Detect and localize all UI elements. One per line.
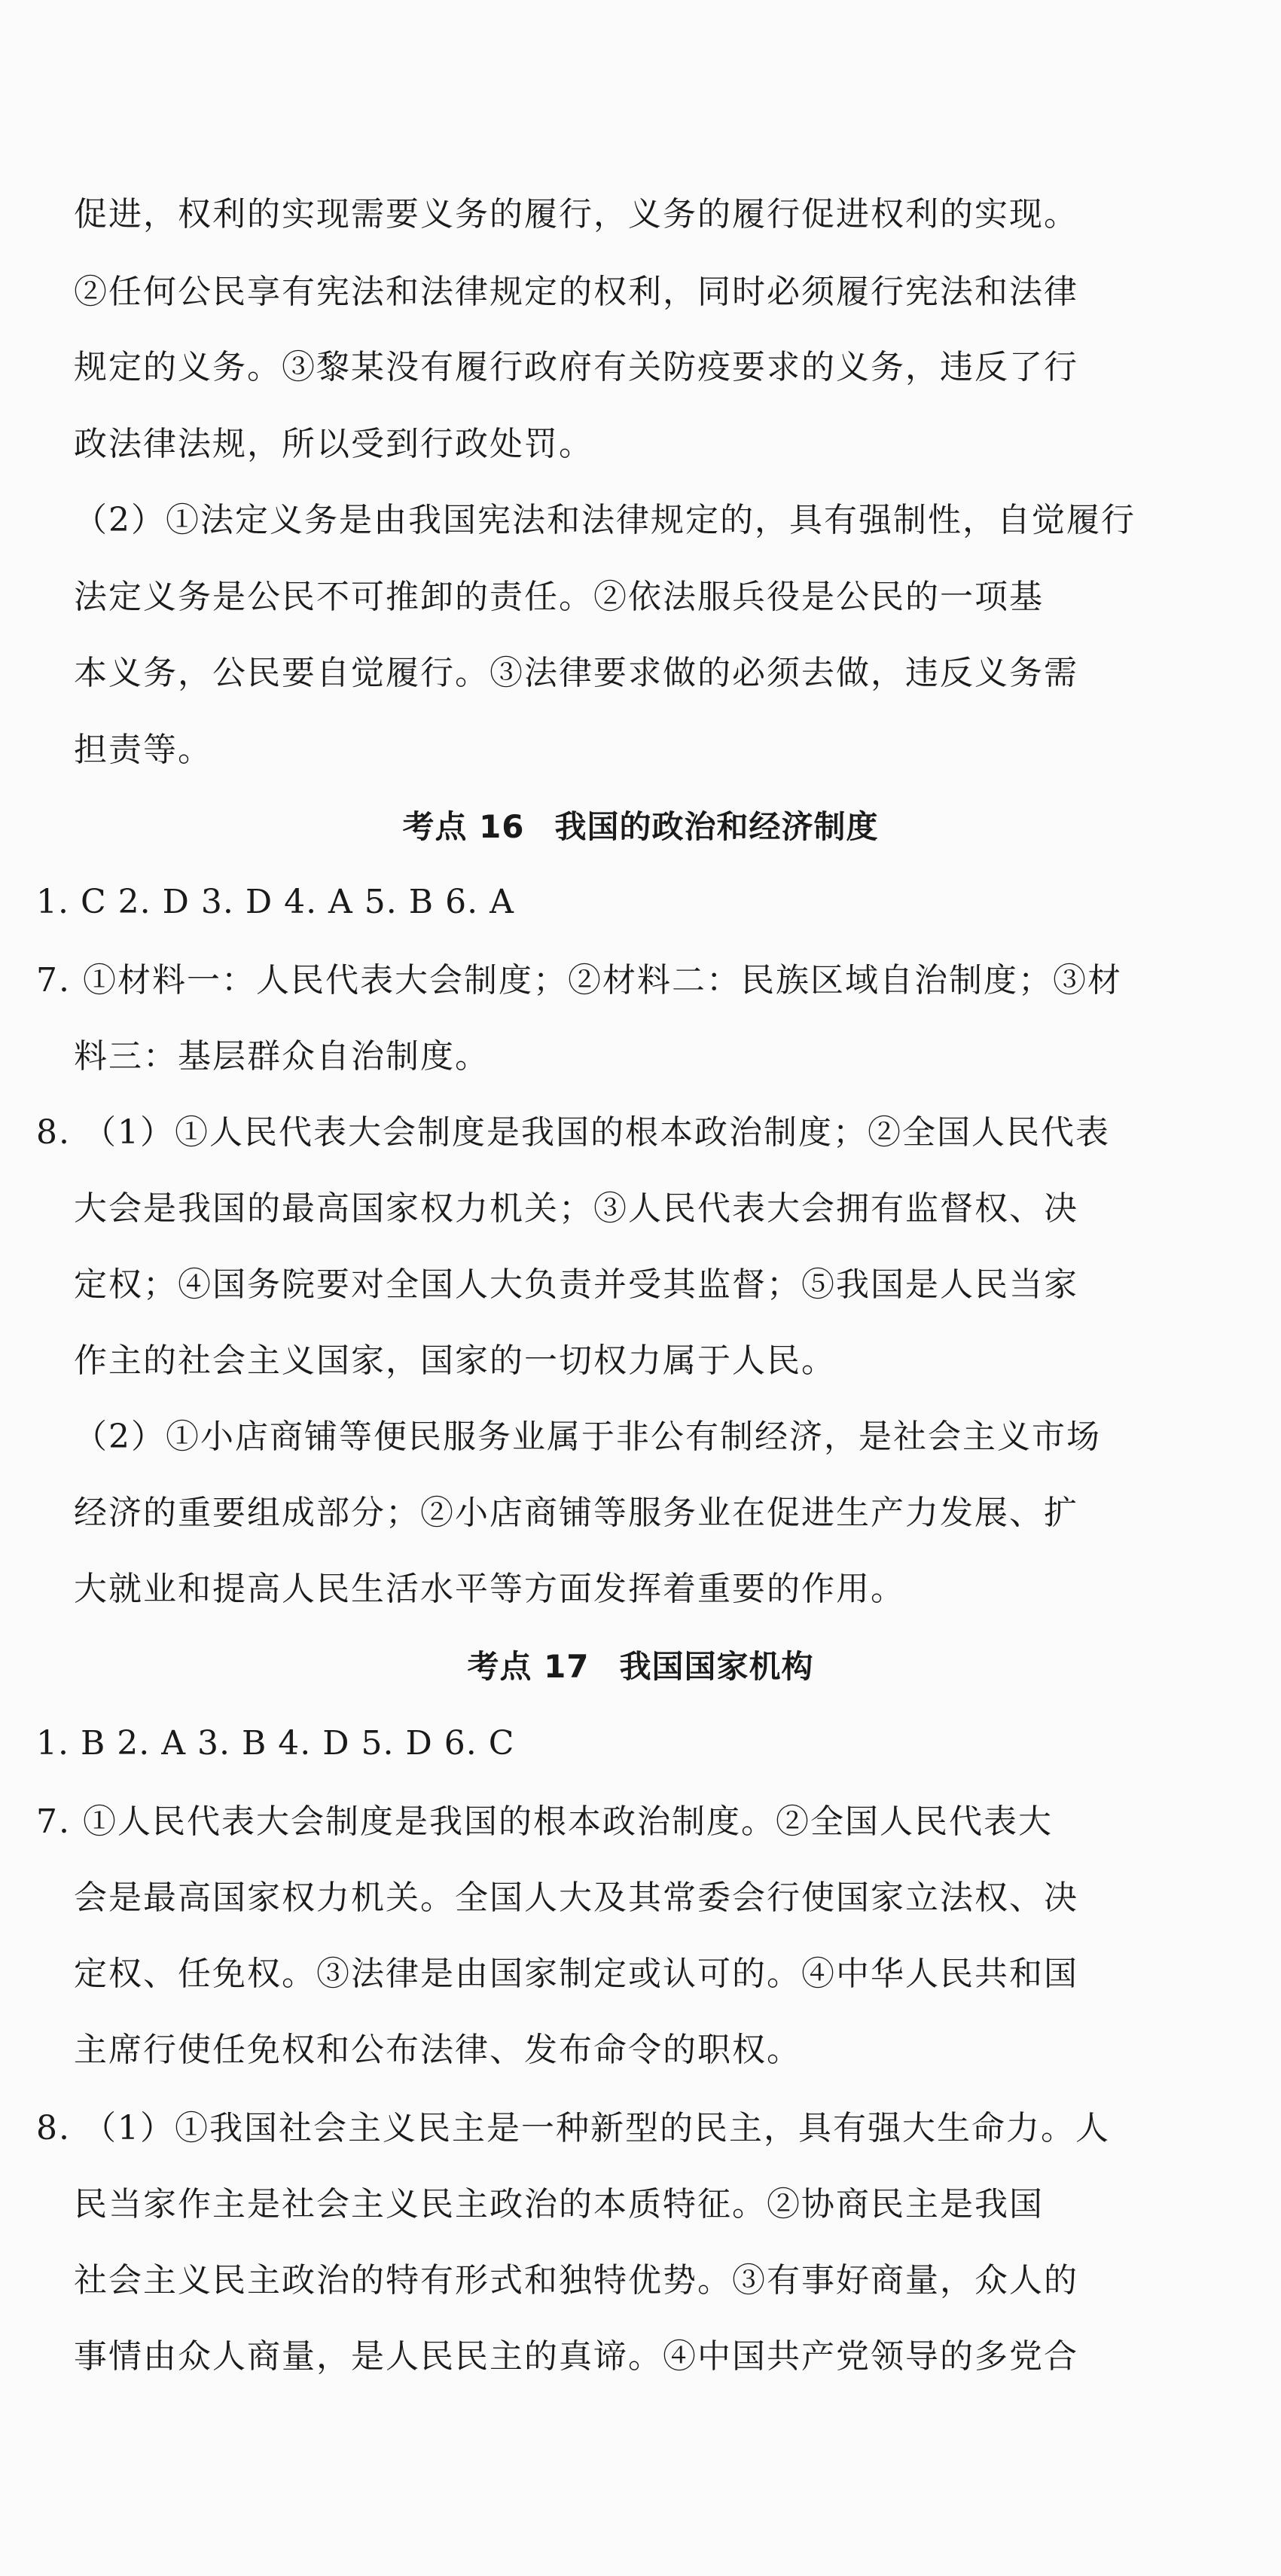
text-line: ②任何公民享有宪法和法律规定的权利，同时必须履行宪法和法律: [74, 273, 1078, 311]
text-line: 作主的社会主义国家，国家的一切权力属于人民。: [74, 1341, 836, 1380]
text-line: 8. （1）①我国社会主义民主是一种新型的民主，具有强大生命力。人: [36, 2109, 1110, 2147]
text-line: 大会是我国的最高国家权力机关；③人民代表大会拥有监督权、决: [74, 1189, 1078, 1228]
multiple-choice-answers: 1. B 2. A 3. B 4. D 5. D 6. C: [36, 1724, 515, 1763]
text-line: 主席行使任免权和公布法律、发布命令的职权。: [74, 2031, 801, 2069]
text-line: 法定义务是公民不可推卸的责任。②依法服兵役是公民的一项基: [74, 578, 1044, 616]
text-line: 社会主义民主政治的特有形式和独特优势。③有事好商量，众人的: [74, 2261, 1078, 2300]
text-line: 料三：基层群众自治制度。: [74, 1037, 490, 1076]
text-line: 本义务，公民要自觉履行。③法律要求做的必须去做，违反义务需: [74, 654, 1078, 692]
text-line: 7. ①材料一：人民代表大会制度；②材料二：民族区域自治制度；③材: [36, 961, 1122, 1000]
text-line: 事情由众人商量，是人民民主的真谛。④中国共产党领导的多党合: [74, 2337, 1078, 2376]
text-line: 定权；④国务院要对全国人大负责并受其监督；⑤我国是人民当家: [74, 1265, 1078, 1304]
text-line: （2）①小店商铺等便民服务业属于非公有制经济，是社会主义市场: [74, 1418, 1101, 1456]
text-line: 大就业和提高人民生活水平等方面发挥着重要的作用。: [74, 1570, 905, 1608]
section-label: 考点 17: [467, 1648, 590, 1685]
text-line: 定权、任免权。③法律是由国家制定或认可的。④中华人民共和国: [74, 1955, 1078, 1993]
text-line: 会是最高国家权力机关。全国人大及其常委会行使国家立法权、决: [74, 1879, 1078, 1917]
section-heading-16: [0, 804, 1281, 850]
section-heading-17: [0, 1644, 1281, 1689]
multiple-choice-answers: 1. C 2. D 3. D 4. A 5. B 6. A: [36, 883, 514, 921]
section-title: 我国的政治和经济制度: [554, 808, 879, 845]
text-line: 7. ①人民代表大会制度是我国的根本政治制度。②全国人民代表大: [36, 1802, 1053, 1841]
text-line: 担责等。: [74, 731, 212, 769]
text-line: （2）①法定义务是由我国宪法和法律规定的，具有强制性，自觉履行: [74, 501, 1136, 539]
text-line: 民当家作主是社会主义民主政治的本质特征。②协商民主是我国: [74, 2185, 1044, 2223]
text-line: 政法律法规，所以受到行政处罚。: [74, 425, 593, 463]
text-line: 规定的义务。③黎某没有履行政府有关防疫要求的义务，违反了行: [74, 348, 1078, 386]
section-label: 考点 16: [402, 808, 525, 845]
section-title: 我国国家机构: [619, 1648, 814, 1685]
text-line: 促进，权利的实现需要义务的履行，义务的履行促进权利的实现。: [74, 195, 1078, 233]
text-line: 8. （1）①人民代表大会制度是我国的根本政治制度；②全国人民代表: [36, 1113, 1110, 1152]
text-line: 经济的重要组成部分；②小店商铺等服务业在促进生产力发展、扩: [74, 1494, 1078, 1532]
